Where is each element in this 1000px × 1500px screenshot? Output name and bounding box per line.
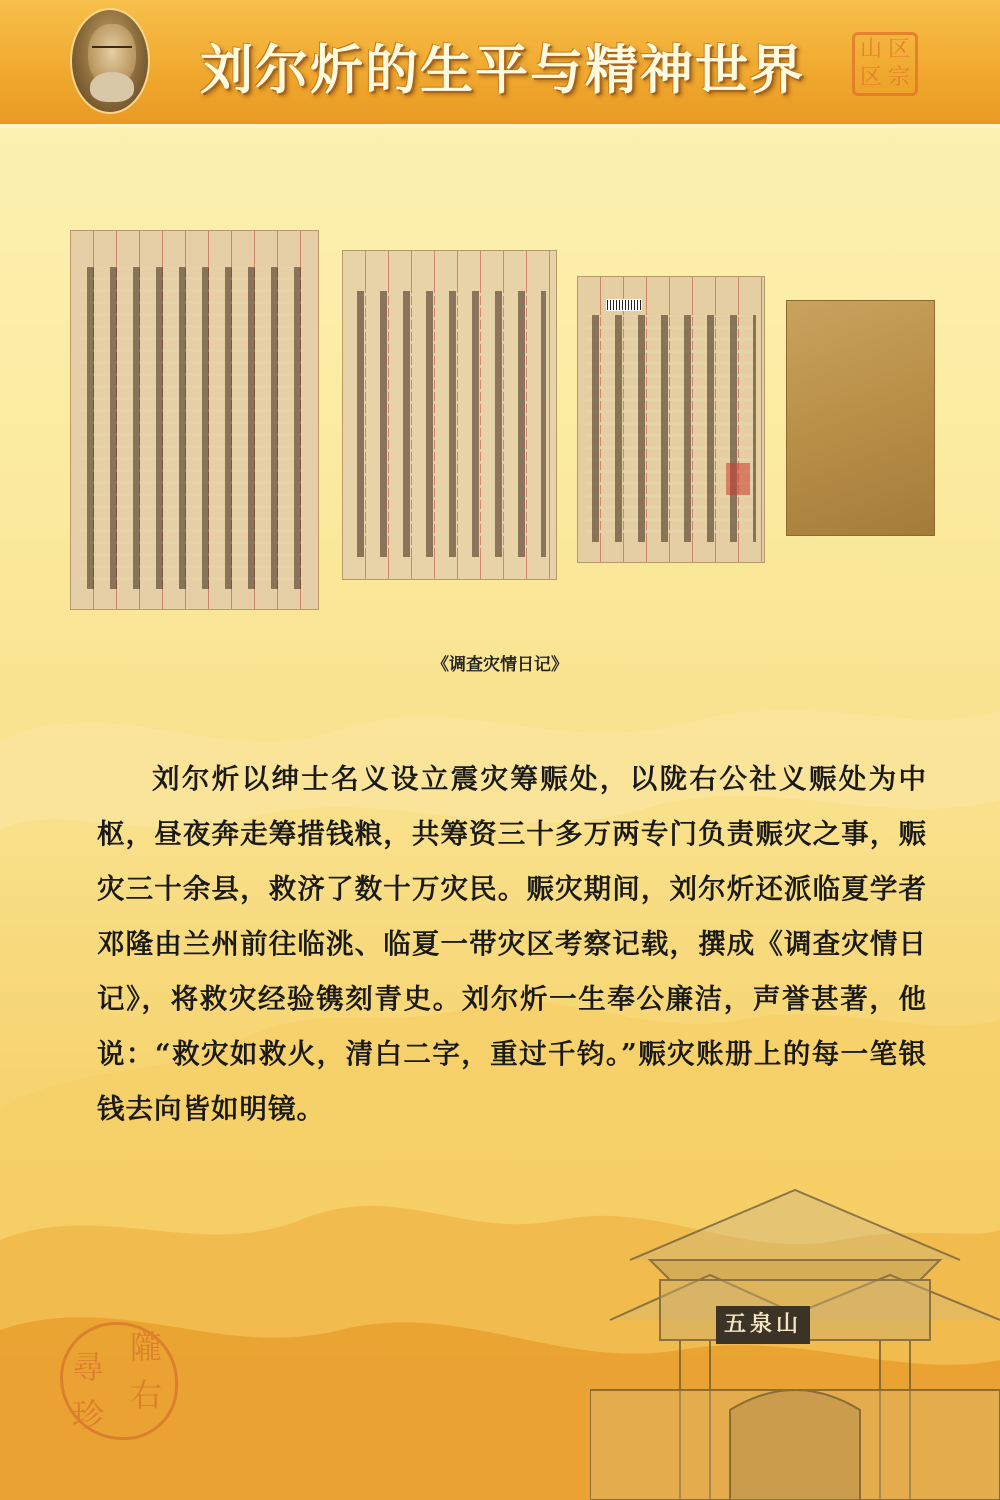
photo-caption: 《调查灾情日记》: [432, 655, 568, 675]
body-paragraph: 刘尔炘以绅士名义设立震灾筹赈处，以陇右公社义赈处为中枢，昼夜奔走筹措钱粮，共筹资三十多万两专门负责赈灾之事，赈灾三十余县，救济了数十万灾民。赈灾期间，刘尔炘还派临夏学者邓隆由兰州前往临洮、临夏一带灾区考察记载，撰成《调查灾情日记》，将救灾经验镌刻青史。刘尔炘一生奉公廉洁，声誉甚著，他说：“救灾如救火，清白二字，重过千钧。”赈灾账册上的每一笔银钱去向皆如明镜。: [97, 763, 927, 1125]
manuscript-photo-2: [342, 250, 557, 580]
manuscript-photo-1: [70, 230, 319, 610]
longyou-seal-icon: 隴 右 尋 珍: [60, 1322, 178, 1440]
seal-stamp-icon: 山 区 区 宗: [852, 32, 918, 96]
page-title: 刘尔炘的生平与精神世界: [200, 40, 805, 101]
book-cover-photo: [786, 300, 935, 536]
portrait-image: [70, 8, 150, 114]
manuscript-photo-3: [577, 276, 765, 563]
gate-plaque: 五泉山: [716, 1306, 810, 1344]
barcode-icon: [606, 299, 642, 311]
header-banner: [0, 0, 1000, 128]
red-seal-icon: [726, 463, 750, 495]
